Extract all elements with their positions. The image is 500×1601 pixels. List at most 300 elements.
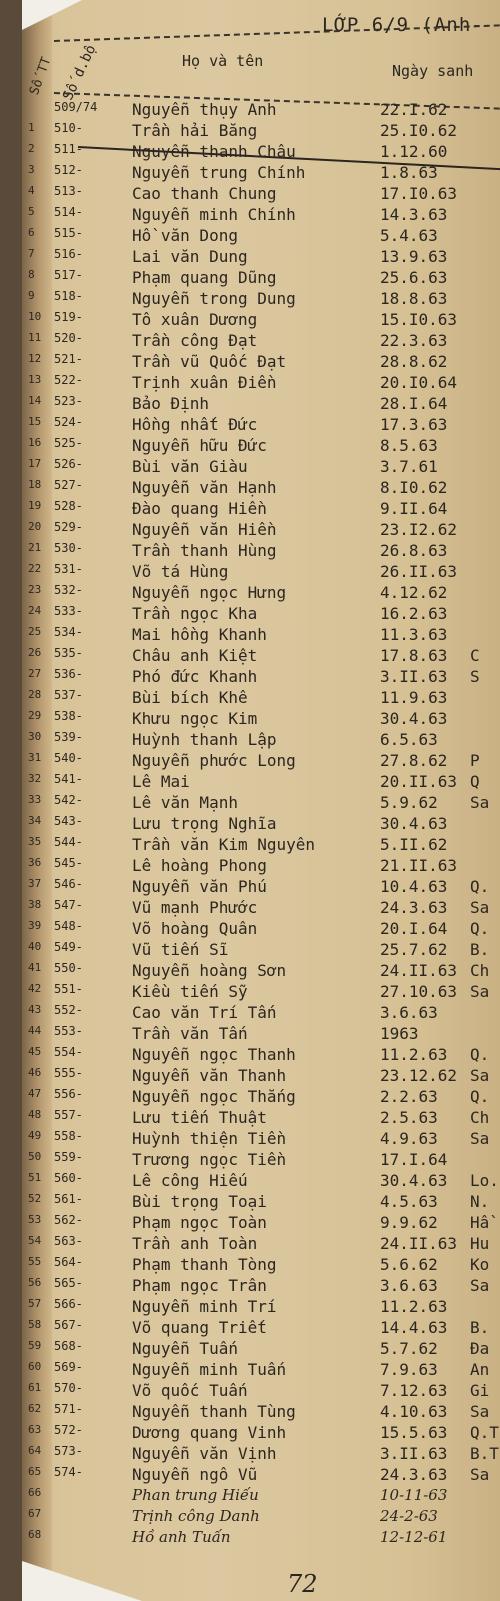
row-sodb: 536- [54,667,83,681]
table-row [22,1150,500,1171]
row-sodb: 516- [54,247,83,261]
table-row [22,583,500,604]
row-stt: 54 [28,1234,42,1247]
row-dob: 14.4.63 [380,1318,448,1337]
row-sodb: 539- [54,730,83,744]
table-row [22,331,500,352]
row-stt: 30 [28,730,42,743]
row-stt: 12 [28,352,42,365]
row-stt: 40 [28,940,42,953]
row-stt: 25 [28,625,42,638]
row-note: Sa [470,1402,490,1421]
row-stt: 52 [28,1192,42,1205]
row-sodb: 564- [54,1255,83,1269]
row-dob: 23.I2.62 [380,520,458,539]
row-sodb: 543- [54,814,83,828]
row-stt: 13 [28,373,42,386]
row-dob: 28.8.62 [380,352,448,371]
table-row [22,982,500,1003]
row-name: Trần anh Toàn [132,1234,258,1253]
row-dob: 22.3.63 [380,331,448,350]
row-sodb: 565- [54,1276,83,1290]
table-row [22,1528,500,1549]
row-stt: 68 [28,1528,42,1541]
row-name: Vũ tiến Sĩ [132,940,229,959]
row-stt: 18 [28,478,42,491]
row-name: Nguyễn hoàng Sơn [132,961,287,980]
table-row [22,1297,500,1318]
row-note: B. [470,940,490,959]
row-dob: 5.II.62 [380,835,448,854]
row-dob: 9.II.64 [380,499,448,518]
row-dob: 25.7.62 [380,940,448,959]
row-name: Nguyễn minh Trí [132,1297,277,1316]
row-dob: 26.8.63 [380,541,448,560]
row-name: Khưu ngọc Kim [132,709,258,728]
row-dob: 10.4.63 [380,877,448,896]
row-note: Q. [470,1045,490,1064]
row-sodb: 546- [54,877,83,891]
row-dob: 16.2.63 [380,604,448,623]
row-name: Võ quốc Tuấn [132,1381,248,1400]
row-sodb: 550- [54,961,83,975]
row-dob: 3.6.63 [380,1003,438,1022]
row-sodb: 572- [54,1423,83,1437]
row-dob: 9.9.62 [380,1213,438,1232]
row-name: Nguyễn thụy Anh [132,100,277,119]
row-dob: 2.5.63 [380,1108,438,1127]
row-name: Hồ anh Tuấn [132,1528,231,1546]
row-stt: 39 [28,919,42,932]
row-note: Ch [470,961,490,980]
table-row [22,499,500,520]
row-dob: 24.II.63 [380,961,458,980]
row-stt: 46 [28,1066,42,1079]
page-corner-top [22,0,82,30]
row-stt: 58 [28,1318,42,1331]
row-stt: 20 [28,520,42,533]
row-stt: 24 [28,604,42,617]
table-row [22,1507,500,1528]
table-row [22,688,500,709]
row-name: Cao văn Trí Tấn [132,1003,277,1022]
row-stt: 35 [28,835,42,848]
row-name: Trần văn Tấn [132,1024,248,1043]
row-stt: 60 [28,1360,42,1373]
row-note: Lo. [470,1171,499,1190]
row-name: Trần văn Kim Nguyên [132,835,316,854]
table-row [22,310,500,331]
row-stt: 45 [28,1045,42,1058]
row-name: Đào quang Hiền [132,499,267,518]
table-row [22,814,500,835]
row-stt: 47 [28,1087,42,1100]
table-row [22,142,500,163]
row-name: Nguyễn văn Hạnh [132,478,277,497]
row-sodb: 525- [54,436,83,450]
row-dob: 8.I0.62 [380,478,448,497]
table-row [22,1171,500,1192]
table-row [22,1213,500,1234]
row-dob: 10-11-63 [380,1486,448,1504]
row-name: Phạm thanh Tòng [132,1255,277,1274]
row-stt: 17 [28,457,42,470]
class-label: LỚP 6/9 (Anh- [322,14,484,36]
row-dob: 20.I0.64 [380,373,458,392]
row-dob: 15.5.63 [380,1423,448,1442]
row-dob: 25.6.63 [380,268,448,287]
row-sodb: 559- [54,1150,83,1164]
row-sodb: 532- [54,583,83,597]
row-stt: 14 [28,394,42,407]
row-sodb: 542- [54,793,83,807]
row-name: Trần công Đạt [132,331,258,350]
row-dob: 4.5.63 [380,1192,438,1211]
row-sodb: 527- [54,478,83,492]
row-name: Phan trung Hiếu [132,1486,259,1504]
row-stt: 43 [28,1003,42,1016]
row-sodb: 518- [54,289,83,303]
row-sodb: 553- [54,1024,83,1038]
row-dob: 22.I.62 [380,100,448,119]
table-row [22,1276,500,1297]
row-name: Nguyễn ngọc Thanh [132,1045,296,1064]
row-dob: 24.3.63 [380,898,448,917]
row-name: Nguyễn ngọc Thắng [132,1087,296,1106]
row-stt: 62 [28,1402,42,1415]
row-stt: 57 [28,1297,42,1310]
row-dob: 6.5.63 [380,730,438,749]
table-row [22,1339,500,1360]
row-dob: 26.II.63 [380,562,458,581]
row-dob: 20.I.64 [380,919,448,938]
row-name: Nguyễn phước Long [132,751,296,770]
row-sodb: 530- [54,541,83,555]
table-row [22,1318,500,1339]
row-sodb: 545- [54,856,83,870]
table-row [22,919,500,940]
row-stt: 2 [28,142,35,155]
row-name: Lê Mai [132,772,190,791]
row-name: Bùi bích Khê [132,688,248,707]
table-row [22,1024,500,1045]
row-sodb: 522- [54,373,83,387]
table-row [22,226,500,247]
row-dob: 24-2-63 [380,1507,438,1525]
column-header-name: Họ và tên [182,52,264,70]
row-sodb: 533- [54,604,83,618]
table-row [22,604,500,625]
row-sodb: 558- [54,1129,83,1143]
row-sodb: 529- [54,520,83,534]
row-stt: 37 [28,877,42,890]
row-name: Phó đức Khanh [132,667,258,686]
row-name: Nguyễn Tuấn [132,1339,238,1358]
table-row [22,1423,500,1444]
row-sodb: 570- [54,1381,83,1395]
row-stt: 50 [28,1150,42,1163]
row-dob: 5.9.62 [380,793,438,812]
row-sodb: 568- [54,1339,83,1353]
table-row [22,1360,500,1381]
row-note: C [470,646,480,665]
row-sodb: 547- [54,898,83,912]
row-sodb: 535- [54,646,83,660]
row-sodb: 519- [54,310,83,324]
row-sodb: 557- [54,1108,83,1122]
row-note: Đa [470,1339,490,1358]
row-stt: 42 [28,982,42,995]
row-dob: 3.II.63 [380,1444,448,1463]
table-row [22,163,500,184]
row-stt: 66 [28,1486,42,1499]
row-sodb: 560- [54,1171,83,1185]
row-stt: 33 [28,793,42,806]
table-row [22,940,500,961]
row-stt: 55 [28,1255,42,1268]
row-dob: 12-12-61 [380,1528,448,1546]
row-name: Lưu tiến Thuật [132,1108,267,1127]
row-dob: 14.3.63 [380,205,448,224]
row-name: Lê văn Mạnh [132,793,238,812]
row-name: Tô xuân Dương [132,310,258,329]
row-note: S [470,667,480,686]
row-stt: 15 [28,415,42,428]
row-dob: 5.7.62 [380,1339,438,1358]
table-row [22,562,500,583]
row-name: Hồng nhất Đức [132,415,258,434]
row-dob: 13.9.63 [380,247,448,266]
row-note: Sa [470,1276,490,1295]
row-sodb: 573- [54,1444,83,1458]
row-dob: 30.4.63 [380,709,448,728]
row-sodb: 513- [54,184,83,198]
row-note: Sa [470,1465,490,1484]
table-row [22,184,500,205]
row-name: Bảo Định [132,394,210,413]
row-sodb: 517- [54,268,83,282]
row-dob: 28.I.64 [380,394,448,413]
row-dob: 24.II.63 [380,1234,458,1253]
row-dob: 7.9.63 [380,1360,438,1379]
row-name: Châu anh Kiệt [132,646,258,665]
row-note: Ch [470,1108,490,1127]
row-stt: 5 [28,205,35,218]
table-row [22,1192,500,1213]
row-sodb: 510- [54,121,83,135]
row-note: Sa [470,1066,490,1085]
table-row [22,1381,500,1402]
column-header-stt: Số TT [27,55,55,98]
table-row [22,730,500,751]
table-row [22,1465,500,1486]
row-name: Lưu trọng Nghĩa [132,814,277,833]
page-number: 72 [287,1570,318,1598]
row-sodb: 509/74 [54,100,98,114]
row-stt: 36 [28,856,42,869]
row-dob: 30.4.63 [380,814,448,833]
row-stt: 38 [28,898,42,911]
row-note: Hu [470,1234,490,1253]
row-name: Lê hoàng Phong [132,856,267,875]
row-sodb: 548- [54,919,83,933]
row-sodb: 549- [54,940,83,954]
row-dob: 11.9.63 [380,688,448,707]
row-sodb: 528- [54,499,83,513]
row-name: Kiều tiến Sỹ [132,982,248,1001]
row-dob: 17.I.64 [380,1150,448,1169]
table-row [22,1234,500,1255]
row-sodb: 534- [54,625,83,639]
table-row [22,1066,500,1087]
row-name: Nguyễn hữu Đức [132,436,267,455]
row-dob: 23.12.62 [380,1066,458,1085]
row-stt: 21 [28,541,42,554]
row-stt: 32 [28,772,42,785]
table-row [22,1402,500,1423]
table-row [22,667,500,688]
row-stt: 3 [28,163,35,176]
row-sodb: 524- [54,415,83,429]
row-sodb: 552- [54,1003,83,1017]
row-name: Võ quang Triết [132,1318,267,1337]
row-stt: 48 [28,1108,42,1121]
row-sodb: 515- [54,226,83,240]
row-note: Q.T [470,1423,499,1442]
row-name: Bùi trọng Toại [132,1192,267,1211]
row-name: Nguyễn trong Dung [132,289,296,308]
row-sodb: 556- [54,1087,83,1101]
row-sodb: 540- [54,751,83,765]
table-row [22,709,500,730]
row-dob: 5.4.63 [380,226,438,245]
row-dob: 11.2.63 [380,1297,448,1316]
row-name: Vũ mạnh Phước [132,898,258,917]
row-name: Trương ngọc Tiền [132,1150,287,1169]
row-dob: 7.12.63 [380,1381,448,1400]
row-stt: 16 [28,436,42,449]
row-dob: 20.II.63 [380,772,458,791]
row-name: Nguyễn văn Phú [132,877,267,896]
row-sodb: 514- [54,205,83,219]
row-stt: 63 [28,1423,42,1436]
table-row [22,961,500,982]
row-dob: 4.9.63 [380,1129,438,1148]
row-stt: 41 [28,961,42,974]
row-stt: 10 [28,310,42,323]
table-row [22,247,500,268]
table-row [22,289,500,310]
table-row [22,1255,500,1276]
row-dob: 17.3.63 [380,415,448,434]
row-name: Nguyễn trung Chính [132,163,306,182]
row-dob: 21.II.63 [380,856,458,875]
row-name: Nguyễn văn Vịnh [132,1444,277,1463]
row-stt: 67 [28,1507,42,1520]
row-note: Sa [470,1129,490,1148]
page-corner-bottom [22,1561,142,1601]
table-row [22,415,500,436]
table-row [22,373,500,394]
row-note: Hầ [470,1213,490,1232]
row-name: Lai văn Dung [132,247,248,266]
table-row [22,793,500,814]
row-note: Q. [470,877,490,896]
row-name: Hồ văn Dong [132,226,238,245]
row-sodb: 554- [54,1045,83,1059]
table-row [22,100,500,121]
row-dob: 17.I0.63 [380,184,458,203]
row-name: Trần ngọc Kha [132,604,258,623]
table-row [22,457,500,478]
row-dob: 27.10.63 [380,982,458,1001]
row-stt: 49 [28,1129,42,1142]
table-row [22,1003,500,1024]
row-dob: 27.8.62 [380,751,448,770]
register-page [22,0,500,1601]
row-sodb: 512- [54,163,83,177]
row-name: Lê công Hiếu [132,1171,248,1190]
row-name: Nguyễn ngọc Hưng [132,583,287,602]
row-stt: 6 [28,226,35,239]
row-sodb: 555- [54,1066,83,1080]
row-dob: 18.8.63 [380,289,448,308]
row-sodb: 538- [54,709,83,723]
row-name: Nguyễn ngô Vũ [132,1465,258,1484]
row-sodb: 541- [54,772,83,786]
row-name: Huỳnh thanh Lập [132,730,277,749]
row-dob: 1.12.60 [380,142,448,161]
row-name: Nguyễn văn Hiền [132,520,277,539]
row-sodb: 566- [54,1297,83,1311]
row-note: B. [470,1318,490,1337]
row-note: Gi [470,1381,490,1400]
row-dob: 2.2.63 [380,1087,438,1106]
row-dob: 15.I0.63 [380,310,458,329]
row-stt: 4 [28,184,35,197]
row-stt: 31 [28,751,42,764]
row-note: P [470,751,480,770]
row-dob: 1963 [380,1024,419,1043]
row-dob: 24.3.63 [380,1465,448,1484]
row-sodb: 563- [54,1234,83,1248]
table-row [22,1486,500,1507]
table-row [22,520,500,541]
row-stt: 26 [28,646,42,659]
row-note: B.T [470,1444,499,1463]
row-stt: 27 [28,667,42,680]
row-dob: 8.5.63 [380,436,438,455]
row-sodb: 569- [54,1360,83,1374]
row-note: N. [470,1192,490,1211]
row-dob: 5.6.62 [380,1255,438,1274]
row-dob: 3.II.63 [380,667,448,686]
row-stt: 1 [28,121,35,134]
row-dob: 4.10.63 [380,1402,448,1421]
row-dob: 30.4.63 [380,1171,448,1190]
row-name: Trần hải Băng [132,121,258,140]
table-row [22,478,500,499]
row-stt: 65 [28,1465,42,1478]
row-stt: 23 [28,583,42,596]
row-name: Nguyễn thanh Châu [132,142,296,161]
row-name: Phạm ngọc Toàn [132,1213,267,1232]
table-row [22,1087,500,1108]
row-name: Trần vũ Quốc Đạt [132,352,287,371]
row-sodb: 562- [54,1213,83,1227]
row-note: Sa [470,793,490,812]
row-note: Q. [470,1087,490,1106]
